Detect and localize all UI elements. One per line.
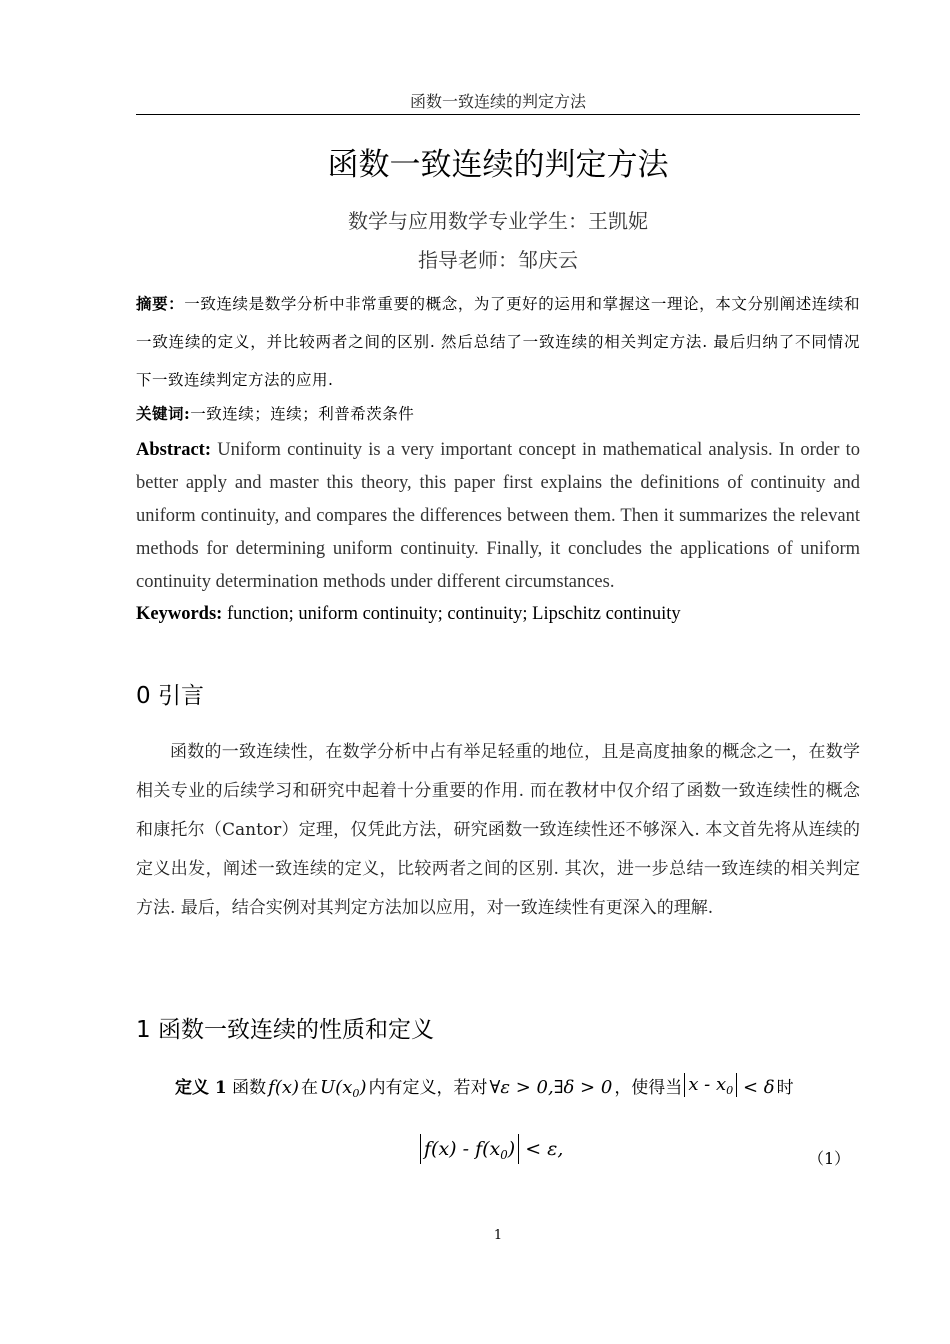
definition-1 [175, 1071, 860, 1105]
running-header: 函数一致连续的判定方法 [409, 92, 586, 111]
english-abstract-text: Uniform continuity is a very important concept in mathematical analysis. In order to better apply and master this theory, this paper first explains the definitions of continuity and uniform continuity, and compares the differences between them. Then it summarizes the relevant methods for determining uniform continuity. Finally, it concludes the applications of uniform continuity determination methods under different circumstances. [136, 440, 860, 592]
author-line: 数学与应用数学专业学生：王凯妮 [348, 209, 648, 233]
equation-number: （1） [808, 1149, 851, 1168]
definition-text-1: 函数 [226, 1078, 267, 1098]
math-fx: f(x) [268, 1077, 300, 1098]
definition-text-3: 内有定义，若对 [368, 1078, 488, 1098]
chinese-keywords-label: 关键词: [136, 404, 191, 423]
english-abstract [136, 434, 860, 599]
equation-1: $f(x) - f(x_0) < \varepsilon$, [420, 1132, 563, 1166]
english-keywords-text: function; uniform continuity; continuity; Lipschitz continuity [226, 604, 681, 624]
english-keywords [136, 599, 860, 629]
chinese-abstract [136, 285, 860, 399]
chinese-keywords [136, 399, 860, 429]
paper-title: 函数一致连续的判定方法 [327, 147, 669, 183]
chinese-keywords-text: 一致连续；连续；利普希茨条件 [190, 405, 415, 423]
english-keywords-label: Keywords: [136, 604, 223, 624]
math-quantifiers: ∀ε > 0,∃δ > 0 [489, 1077, 613, 1098]
definition-label: 定义 1 [175, 1078, 227, 1098]
section-heading-introduction: 0 引言 [136, 683, 204, 709]
definition-text-2: 在 [301, 1078, 319, 1098]
introduction-paragraph: 函数的一致连续性，在数学分析中占有举足轻重的地位，且是高度抽象的概念之一，在数学相关专业的后续学习和研究中起着十分重要的作用. 而在教材中仅介绍了函数一致连续性的概念和康托尔（Cantor）定理，仅凭此方法，研究函数一致连续性还不够深入. 本文首先将从连续的定义出发，阐述一致连续的定义，比较两者之间的区别. 其次，进一步总结一致连续的相关判定方法. 最后，结合实例对其判定方法加以应用，对一致连续性有更深入的理解. [136, 742, 860, 918]
chinese-abstract-label: 摘要： [136, 294, 185, 313]
english-abstract-label: Abstract: [136, 440, 212, 460]
chinese-abstract-text: 一致连续是数学分析中非常重要的概念，为了更好的运用和掌握这一理论，本文分别阐述连续和一致连续的定义，并比较两者之间的区别. 然后总结了一致连续的相关判定方法. 最后归纳了不同情况下一致连续判定方法的应用. [136, 295, 860, 389]
header-rule [136, 114, 860, 115]
advisor-line: 指导老师：邹庆云 [418, 248, 578, 272]
definition-text-5: 时 [776, 1078, 794, 1098]
math-delta-condition: $x - x_0 < \delta$ [684, 1077, 774, 1098]
definition-text-4: ，使得当 [614, 1078, 683, 1098]
page-number: 1 [493, 1228, 503, 1243]
section-heading-definition: 1 函数一致连续的性质和定义 [136, 1017, 434, 1043]
math-neighborhood: $U(x_0)$ [320, 1077, 367, 1100]
